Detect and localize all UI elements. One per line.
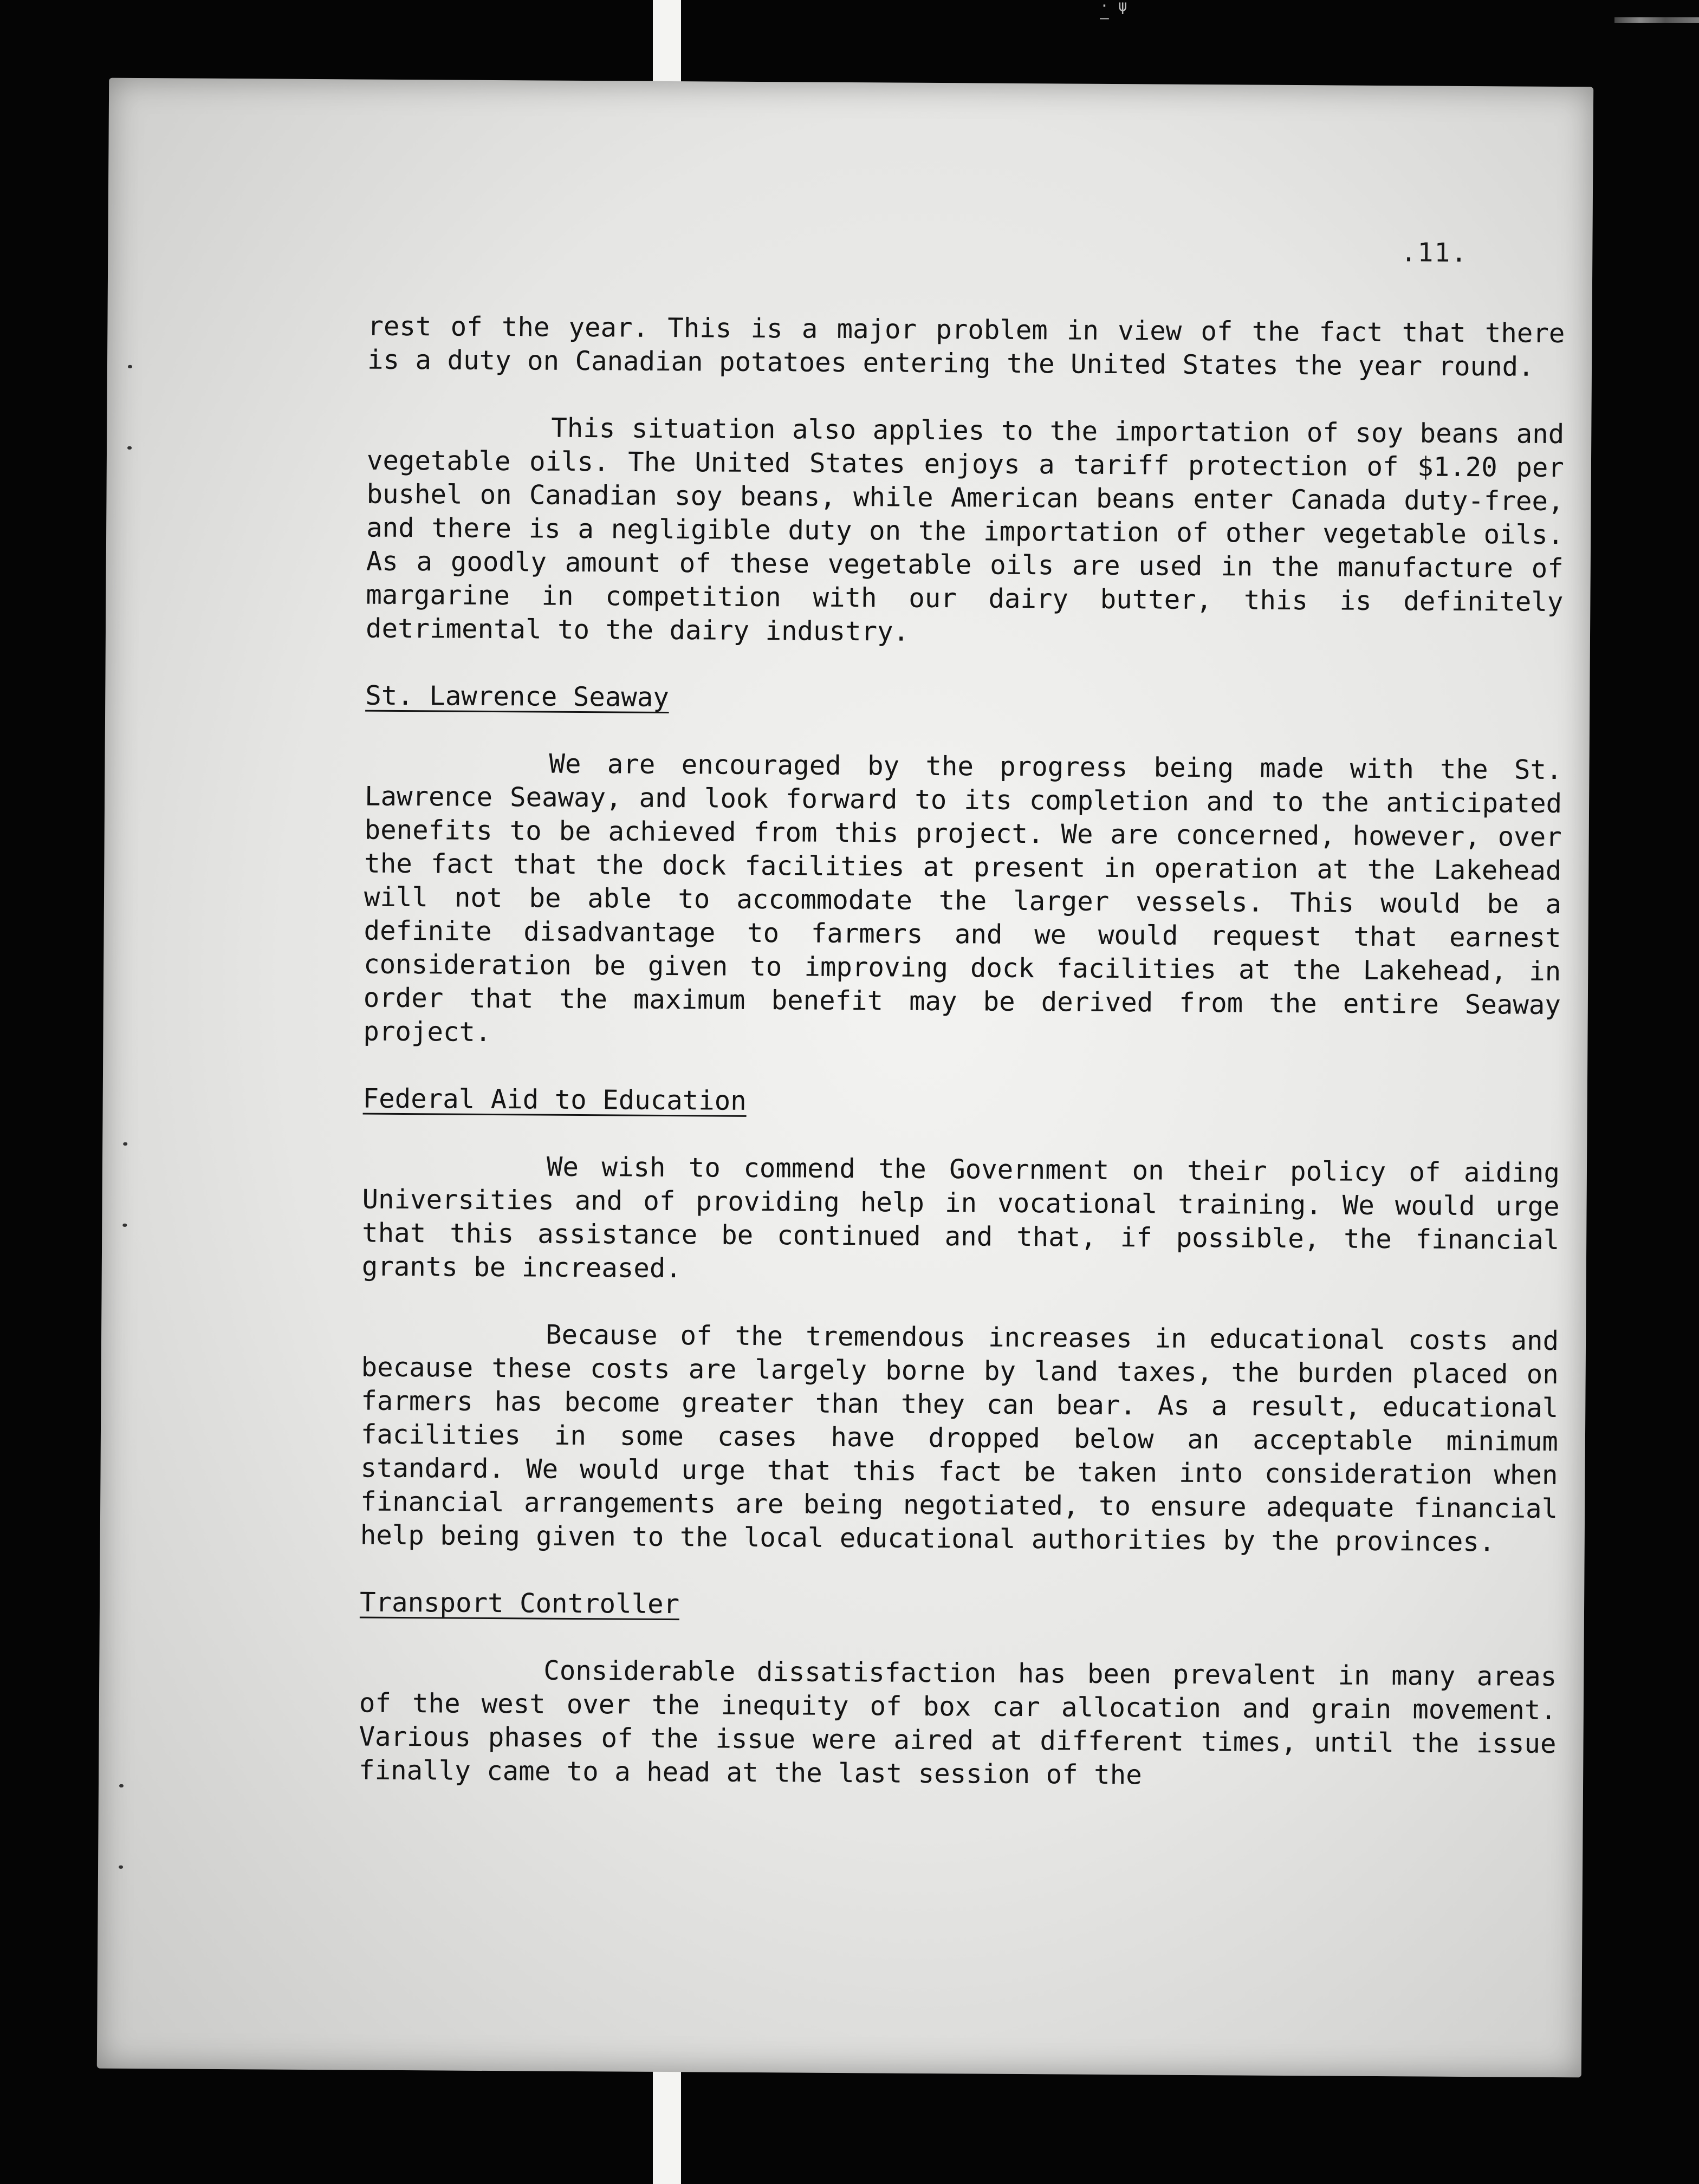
film-sprocket-strip-bottom (653, 2058, 681, 2184)
film-edge-scratch (1614, 17, 1699, 23)
section-heading: St. Lawrence Seaway (365, 680, 669, 713)
body-paragraph: We wish to commend the Government on their policy of aiding Universities and of providing help in vocational training. We would urge that this assistance be continued and that, if possible, the financial grants be increased. (361, 1151, 1560, 1284)
margin-speck (128, 365, 132, 368)
body-paragraph: Considerable dissatisfaction has been prevalent in many areas of the west over the inequity of box car allocation and grain movement. Various phases of the issue were aired at different times, until the issue finally came to a head at the last session of the (358, 1655, 1557, 1791)
body-paragraph: rest of the year. This is a major problem in view of the fact that there is a duty on Canadian potatoes entering the United States the year round. (367, 310, 1565, 382)
margin-speck (119, 1865, 123, 1869)
margin-speck (119, 1784, 124, 1787)
margin-speck (122, 1224, 127, 1227)
page-number: .11. (1400, 237, 1468, 268)
margin-speck (123, 1142, 127, 1146)
body-paragraph: This situation also applies to the importation of soy beans and vegetable oils. The United States enjoys a tariff protection of $1.20 per bushel on Canadian soy beans, while American beans enter Canada duty-free, and there is a negligible duty on the importation of other vegetable oils. As a goodly amount of these vegetable oils are used in the manufacture of margarine in competition with our dairy butter, this is definitely detrimental to the dairy industry. (365, 412, 1565, 647)
margin-speck (127, 446, 132, 450)
film-sprocket-strip-top (653, 0, 681, 95)
document-page (97, 78, 1593, 2078)
body-paragraph: Because of the tremendous increases in educational costs and because these costs are largely borne by land taxes, the burden placed on farmers has become greater than they can bear. As a result, educational facilities in some cases have dropped below an acceptable minimum standard. We would urge that this fact be taken into consideration when financial arrangements are being negotiated, to ensure adequate financial help being given to the local educational authorities by the provinces. (360, 1319, 1559, 1558)
document-body (359, 310, 1565, 1828)
film-edge-mark: · ψ – (1100, 0, 1127, 27)
section-heading: Federal Aid to Education (362, 1083, 747, 1116)
section-heading: Transport Controller (359, 1587, 680, 1620)
body-paragraph: We are encouraged by the progress being made with the St. Lawrence Seaway, and look forward to its completion and to the anticipated benefits to be achieved from this project. We are concerned, however, over the fact that the dock facilities at present in operation at the Lakehead will not be able to accommodate the larger vessels. This would be a definite disadvantage to farmers and we would request that earnest consideration be given to improving dock facilities at the Lakehead, in order that the maximum benefit may be derived from the entire Seaway project. (363, 748, 1562, 1048)
